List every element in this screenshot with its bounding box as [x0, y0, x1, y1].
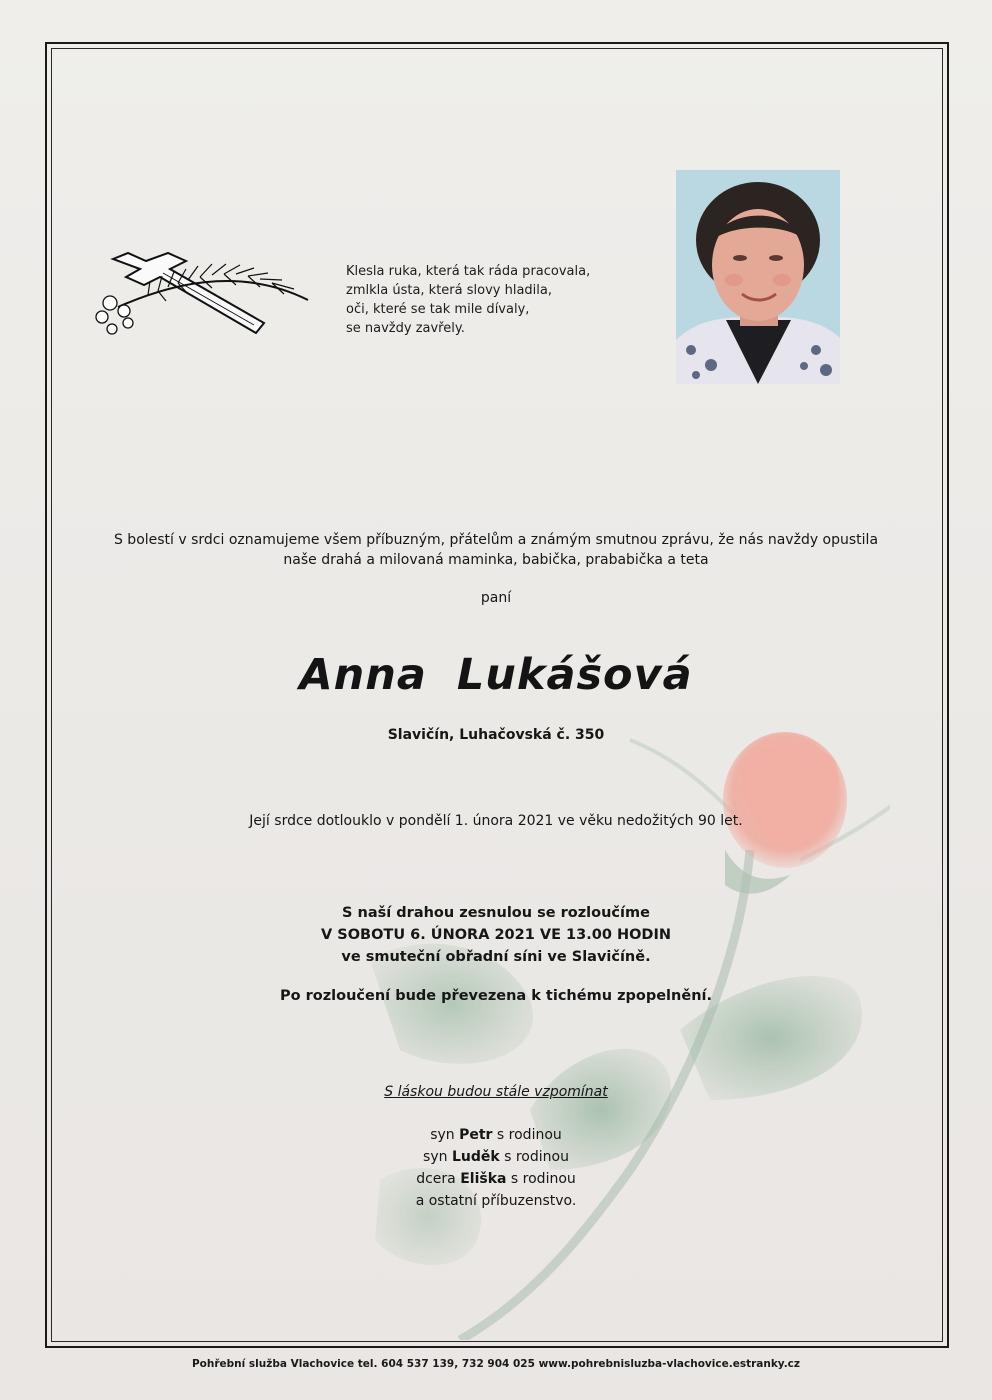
mourner-suffix: s rodinou — [510, 1171, 576, 1187]
portrait-photo — [676, 170, 840, 384]
intro-line: S bolestí v srdci oznamujeme všem příbuzným, přátelům a známým smutnou zprávu, že nás navždy opustila — [113, 532, 879, 548]
ceremony-info — [60, 902, 932, 968]
funeral-service-footer: Pohřební služba Vlachovice tel. 604 537 139, 732 904 025 www.pohrebnisluzba-vlachovice.estranky.cz — [191, 1358, 801, 1370]
ceremony-date: V SOBOTU 6. ÚNORA 2021 VE 13.00 HODIN — [321, 927, 671, 943]
cremation-note: Po rozloučení bude převezena k tichému zpopelnění. — [279, 988, 712, 1004]
mourner-name: Petr — [459, 1127, 493, 1143]
mourner-name: Eliška — [460, 1171, 507, 1187]
announcement-intro — [60, 530, 932, 570]
verse-line: zmlkla ústa, která slovy hladila, — [346, 283, 552, 298]
intro-line: naše drahá a milovaná maminka, babička, prababička a teta — [283, 552, 709, 568]
verse-line: se navždy zavřely. — [346, 321, 465, 336]
mourner-name: Luděk — [451, 1149, 500, 1165]
mourner-suffix: s rodinou — [496, 1127, 562, 1143]
death-notice: Její srdce dotlouklo v pondělí 1. února 2021 ve věku nedožitých 90 let. — [249, 813, 743, 829]
mourner-relation: dcera — [416, 1171, 456, 1187]
mourners-heading: S láskou budou stále vzpomínat — [384, 1084, 608, 1100]
mourner-row — [60, 1168, 932, 1190]
cross-icon — [88, 245, 313, 340]
mourner-others: a ostatní příbuzenstvo. — [415, 1193, 577, 1209]
mourner-relation: syn — [430, 1127, 455, 1143]
deceased-address: Slavičín, Luhačovská č. 350 — [387, 727, 605, 743]
mourner-relation: syn — [423, 1149, 448, 1165]
verse-line: Klesla ruka, která tak ráda pracovala, — [346, 264, 591, 279]
verse-line: oči, které se tak mile dívaly, — [346, 302, 530, 317]
mourner-row — [60, 1146, 932, 1168]
title-word: paní — [480, 590, 512, 606]
deceased-name: Anna Lukášová — [299, 650, 693, 700]
mourner-row — [60, 1124, 932, 1146]
ceremony-line: S naší drahou zesnulou se rozloučíme — [342, 905, 650, 921]
memorial-verse — [346, 262, 626, 338]
mourners-list — [60, 1124, 932, 1212]
mourner-suffix: s rodinou — [504, 1149, 569, 1165]
ceremony-place: ve smuteční obřadní síni ve Slavičíně. — [341, 949, 651, 965]
